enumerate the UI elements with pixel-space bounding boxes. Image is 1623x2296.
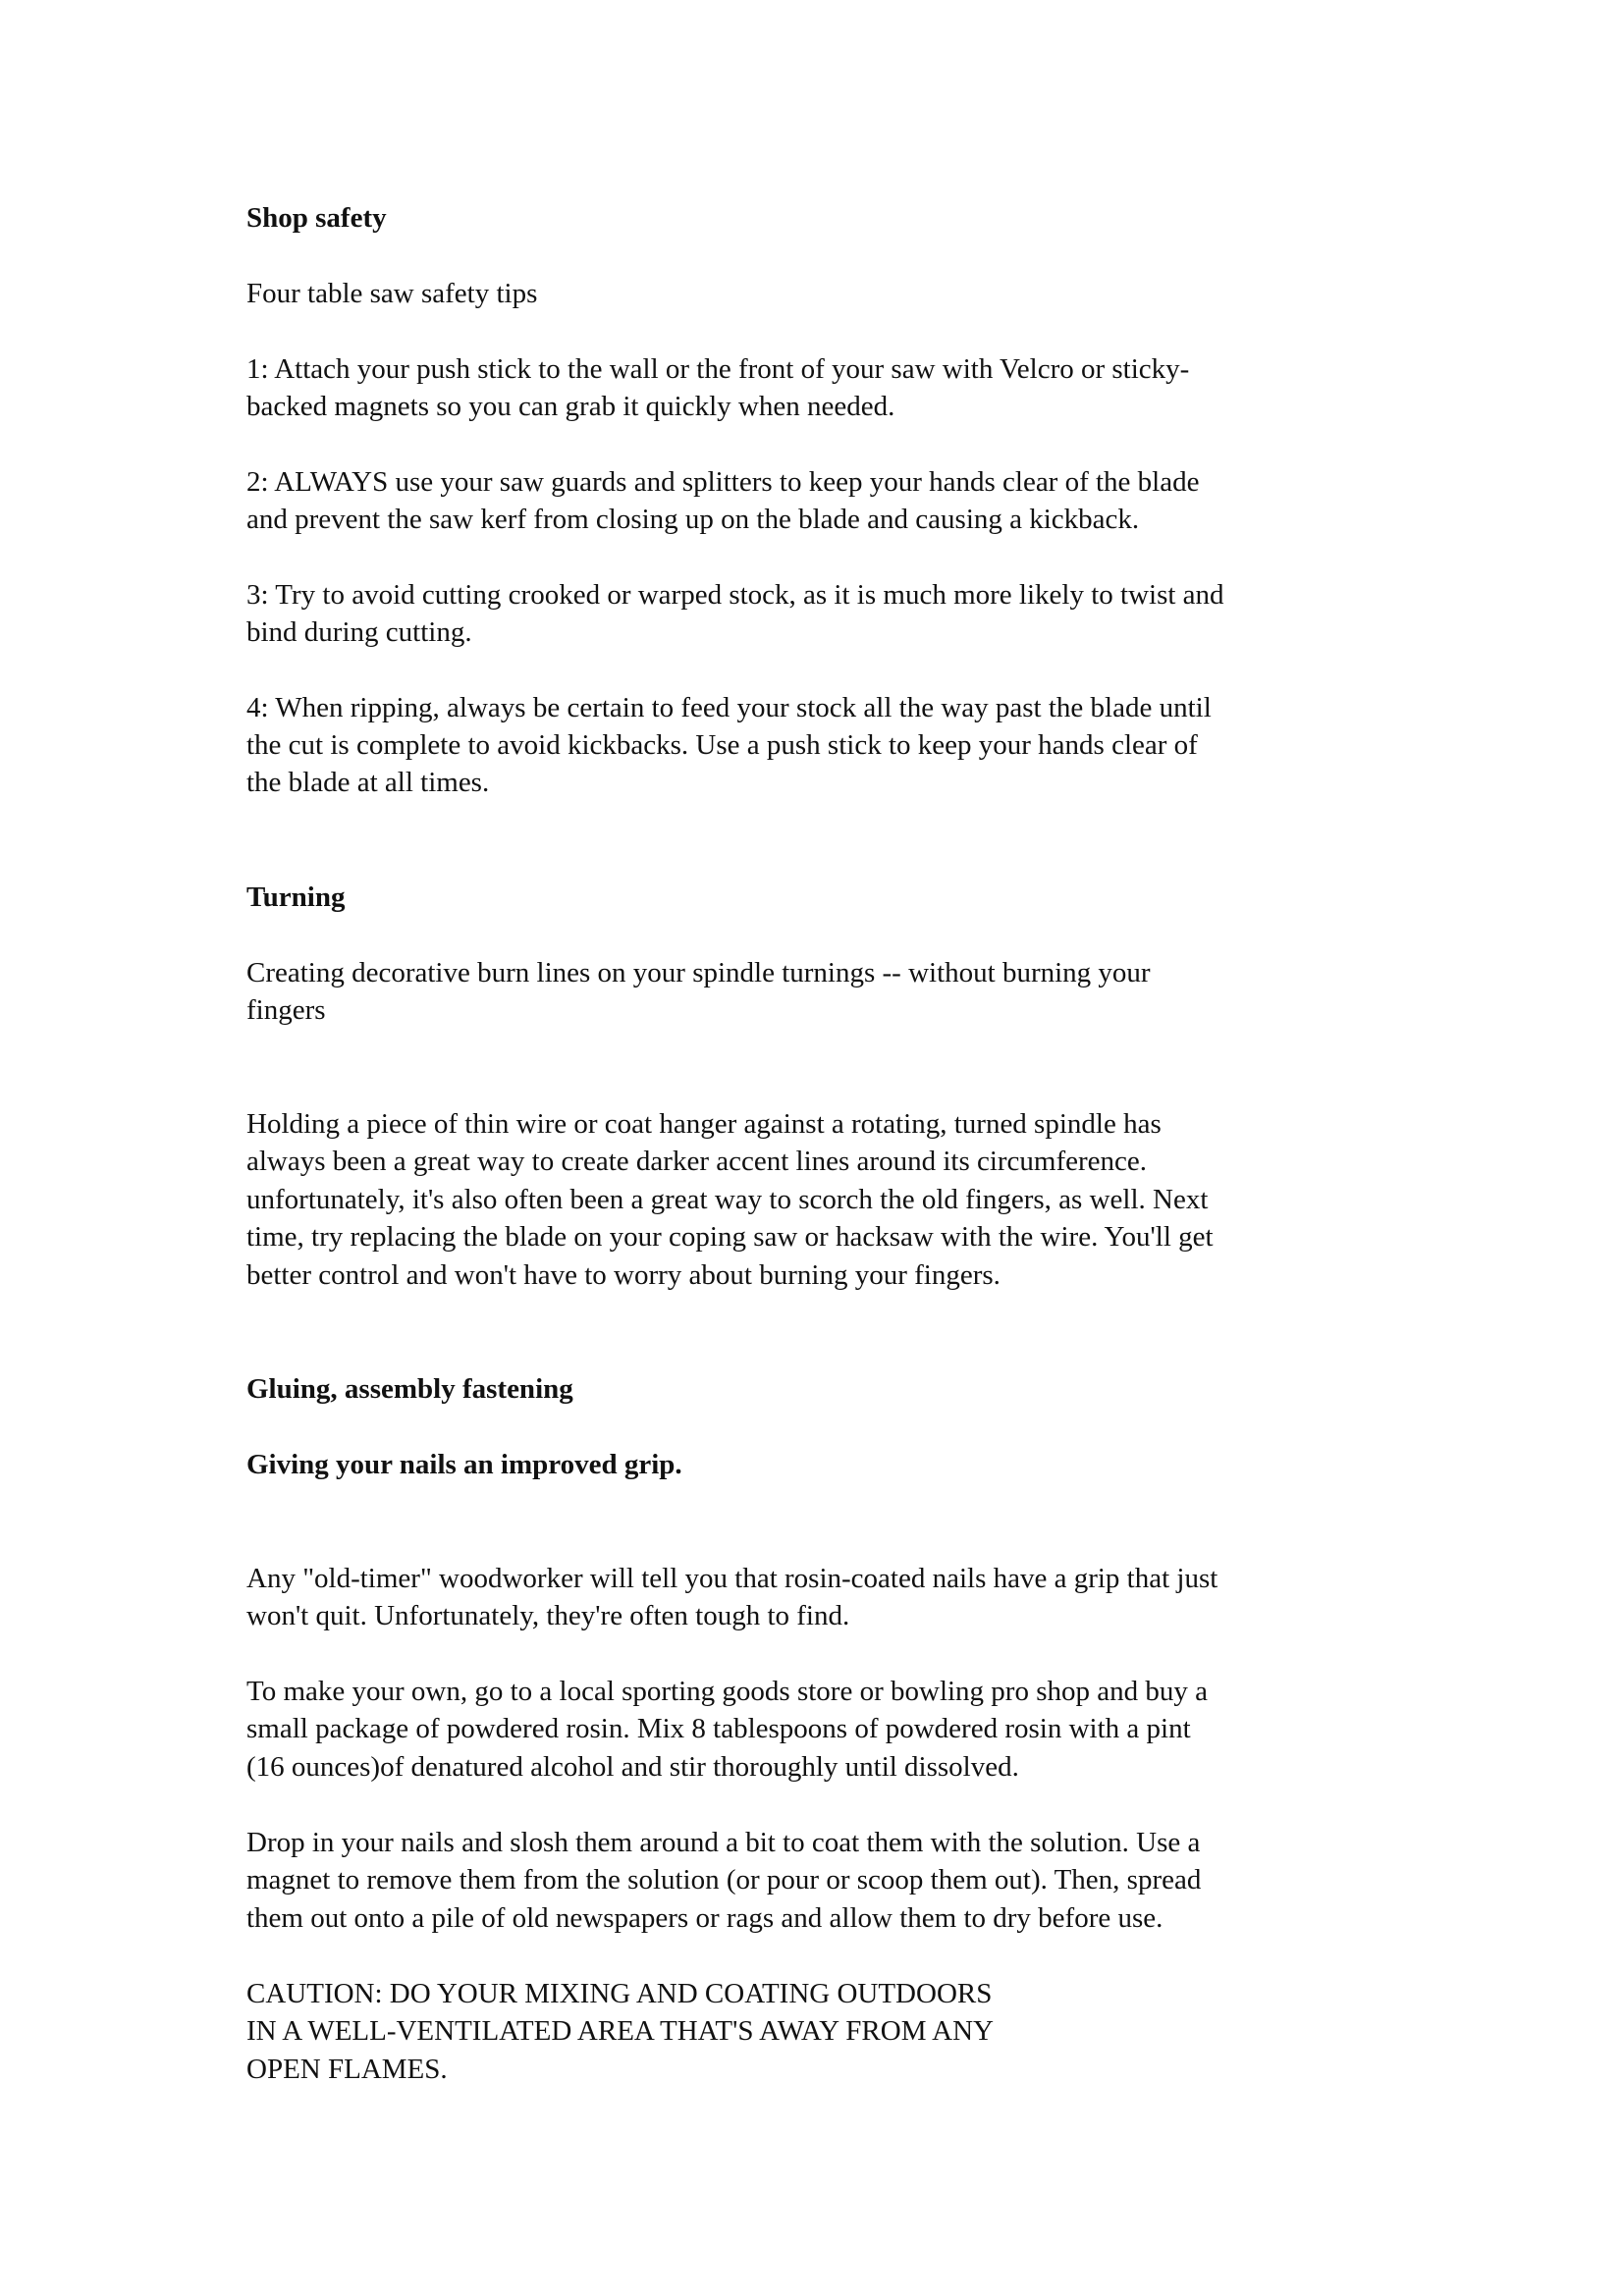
tip-4-line-3: the blade at all times. bbox=[246, 767, 490, 798]
gluing-para-1-line-1: Any "old-timer" woodworker will tell you that rosin-coated nails have a grip that just bbox=[246, 1563, 1218, 1594]
tip-2-line-2: and prevent the saw kerf from closing up on the blade and causing a kickback. bbox=[246, 504, 1140, 535]
caution-line-1: CAUTION: DO YOUR MIXING AND COATING OUTDOORS bbox=[246, 1978, 993, 2009]
section-subheading-table-saw-tips: Four table saw safety tips bbox=[246, 278, 538, 309]
section-heading-gluing: Gluing, assembly fastening bbox=[246, 1373, 573, 1405]
gluing-para-3-line-3: them out onto a pile of old newspapers or rags and allow them to dry before use. bbox=[246, 1902, 1163, 1934]
tip-3-line-1: 3: Try to avoid cutting crooked or warped stock, as it is much more likely to twist and bbox=[246, 579, 1224, 611]
caution-line-2: IN A WELL-VENTILATED AREA THAT'S AWAY FROM ANY bbox=[246, 2015, 994, 2047]
turning-body-line-3: unfortunately, it's also often been a great way to scorch the old fingers, as well. Next bbox=[246, 1184, 1209, 1215]
turning-body-line-2: always been a great way to create darker accent lines around its circumference. bbox=[246, 1146, 1148, 1177]
gluing-para-1-line-2: won't quit. Unfortunately, they're often tough to find. bbox=[246, 1600, 850, 1631]
turning-subheading-line-1: Creating decorative burn lines on your spindle turnings -- without burning your bbox=[246, 957, 1151, 988]
tip-1-line-1: 1: Attach your push stick to the wall or the front of your saw with Velcro or sticky- bbox=[246, 353, 1190, 385]
section-heading-shop-safety: Shop safety bbox=[246, 202, 387, 234]
tip-1-line-2: backed magnets so you can grab it quickly when needed. bbox=[246, 391, 895, 422]
gluing-para-2-line-1: To make your own, go to a local sporting goods store or bowling pro shop and buy a bbox=[246, 1676, 1208, 1707]
tip-2-line-1: 2: ALWAYS use your saw guards and splitters to keep your hands clear of the blade bbox=[246, 466, 1200, 498]
tip-4-line-1: 4: When ripping, always be certain to feed your stock all the way past the blade until bbox=[246, 692, 1212, 723]
turning-subheading-line-2: fingers bbox=[246, 994, 326, 1026]
gluing-para-2-line-3: (16 ounces)of denatured alcohol and stir thoroughly until dissolved. bbox=[246, 1751, 1019, 1783]
turning-body-line-4: time, try replacing the blade on your coping saw or hacksaw with the wire. You'll get bbox=[246, 1221, 1214, 1253]
caution-line-3: OPEN FLAMES. bbox=[246, 2054, 448, 2085]
gluing-para-3-line-2: magnet to remove them from the solution (or pour or scoop them out). Then, spread bbox=[246, 1864, 1202, 1896]
section-subheading-nails-grip: Giving your nails an improved grip. bbox=[246, 1449, 682, 1480]
tip-4-line-2: the cut is complete to avoid kickbacks. Use a push stick to keep your hands clear of bbox=[246, 729, 1198, 761]
gluing-para-2-line-2: small package of powdered rosin. Mix 8 tablespoons of powdered rosin with a pint bbox=[246, 1713, 1191, 1744]
tip-3-line-2: bind during cutting. bbox=[246, 616, 472, 648]
turning-body-line-5: better control and won't have to worry about burning your fingers. bbox=[246, 1259, 1001, 1291]
section-heading-turning: Turning bbox=[246, 881, 346, 913]
turning-body-line-1: Holding a piece of thin wire or coat hanger against a rotating, turned spindle has bbox=[246, 1108, 1162, 1140]
gluing-para-3-line-1: Drop in your nails and slosh them around a bit to coat them with the solution. Use a bbox=[246, 1827, 1201, 1858]
